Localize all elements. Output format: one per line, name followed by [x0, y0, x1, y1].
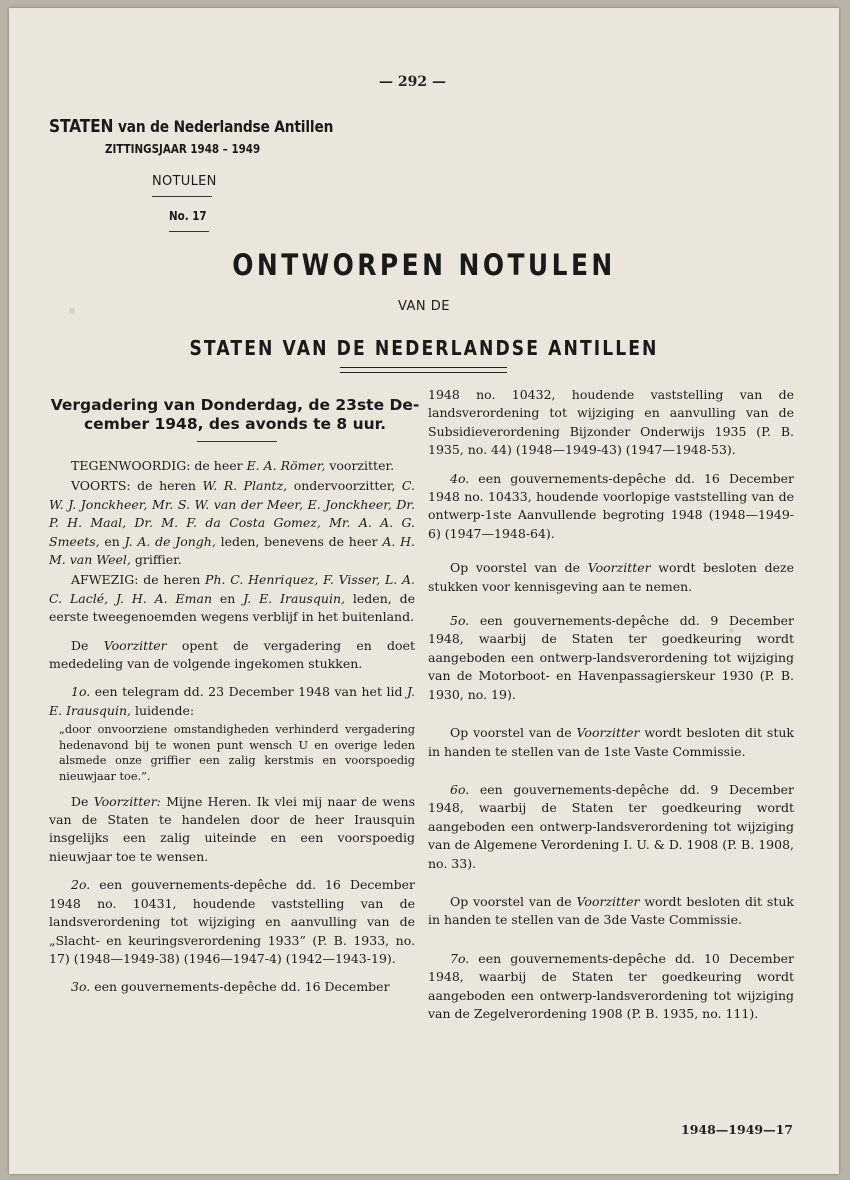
- masthead-van-de: van de: [113, 117, 174, 136]
- document-page: [9, 8, 839, 1174]
- document-subtitle: STATEN VAN DE NEDERLANDSE ANTILLEN: [189, 336, 659, 360]
- meeting-line-1: Vergadering van Donderdag, de 23ste De-: [50, 396, 420, 414]
- text: opent de vergadering en doet mededeling van de volgende ingekomen stukken.: [49, 637, 415, 672]
- item-number: 2o.: [71, 877, 91, 893]
- label-text: VOORTS: de heren: [71, 478, 203, 494]
- attendance-also: [49, 477, 415, 569]
- label-text: leden, de eerste tweegenoemden wegens verblijf in het buitenland.: [49, 590, 415, 625]
- session-year: ZITTINGSJAAR 1948 – 1949: [105, 142, 261, 156]
- item-number: 4o.: [450, 470, 470, 486]
- text: Op voorstel van de: [450, 893, 577, 909]
- right-column: [428, 386, 794, 1033]
- meeting-heading: [49, 396, 421, 434]
- item-number: 3o.: [71, 979, 91, 995]
- item-6: [428, 781, 794, 873]
- item-3-continued: [428, 386, 794, 460]
- text: Mijne Heren. Ik vlei mij naar de wens van de Staten te handelen door de heer Irausquin insgelijks een zalig uiteinde en een voorspoedig nieuwjaar toe te wensen.: [49, 793, 415, 864]
- item-4: [428, 470, 794, 544]
- document-title: ONTWORPEN NOTULEN: [232, 248, 616, 282]
- member-names: Ph. C. Henriquez, F. Visser, L. A. C. Laclé, J. H. A. Eman: [49, 572, 415, 606]
- label-text: voorzitter.: [325, 458, 395, 473]
- label-text: griffier.: [130, 552, 182, 568]
- item-number: 7o.: [450, 950, 470, 966]
- item-number: 5o.: [450, 613, 470, 629]
- chairman-ref: Voorzitter: [587, 560, 651, 576]
- masthead-antillen: Nederlandse Antillen: [173, 117, 334, 136]
- left-column: [49, 457, 415, 1007]
- double-rule: [340, 367, 507, 373]
- text: een gouvernements-depêche dd. 16 December 1948 no. 10431, houdende vaststelling van de landsverordening tot wijziging en aanvulling van de „Slacht- en keuringsverordening 1933” (P. B. 1933, no. 17) (1948—1949-38) (1946—1947-4) (1942—1943-19).: [49, 877, 415, 966]
- text: Op voorstel van de: [450, 560, 588, 576]
- member-names: J. E. Irausquin,: [243, 590, 346, 606]
- member-name: J. E. Irausquin,: [49, 684, 415, 718]
- text: een gouvernements-depêche dd. 9 December 1948, waarbij de Staten ter goedkeuring wordt aangeboden een ontwerp-landsverordening tot wijziging van de Algemene Verordening I. U. & D. 1908 (P. B. 1908, no. 33).: [428, 781, 794, 871]
- label-text: en: [212, 590, 244, 606]
- notulen-label: NOTULEN: [152, 174, 217, 189]
- label-text: TEGENWOORDIG: de heer: [71, 458, 247, 473]
- page-number: — 292 —: [379, 74, 446, 90]
- text: een telegram dd. 23 December 1948 van het lid: [90, 684, 407, 700]
- member-names: W. R. Plantz,: [202, 478, 288, 494]
- item-number: 6o.: [450, 781, 470, 797]
- divider: [197, 441, 277, 442]
- chairman-ref: Voorzitter: [576, 893, 640, 909]
- clerk-name: A. H. M. van Weel,: [49, 533, 415, 568]
- text: een gouvernements-depêche dd. 10 December 1948, waarbij de Staten ter goedkeuring wordt aangeboden een ontwerp-landsverordening tot wijziging van de Zegelverordening 1908 (P. B. 1935, no. 111).: [428, 950, 794, 1021]
- text: wordt besloten dit stuk in handen te stellen van de 3de Vaste Commissie.: [428, 893, 794, 928]
- chairman-ref: Voorzitter:: [93, 793, 161, 809]
- text: een gouvernements-depêche dd. 16 December: [90, 979, 390, 995]
- decision-2: [428, 724, 794, 761]
- masthead-title: [49, 116, 333, 137]
- label-text: en: [99, 533, 125, 549]
- title-van-de: VAN DE: [397, 299, 451, 314]
- issue-number: No. 17: [169, 209, 207, 223]
- masthead-staten: STATEN: [49, 116, 114, 137]
- text: Op voorstel van de: [450, 725, 577, 741]
- label-text: AFWEZIG: de heren: [71, 572, 206, 588]
- divider: [152, 196, 212, 197]
- chairman-speech: [49, 793, 415, 867]
- member-names: C. W. J. Jonckheer, Mr. S. W. van der Meer, E. Jonckheer, Dr. P. H. Maal, Dr. M. F. da Costa Gomez, Mr. A. A. G. Smeets,: [49, 478, 415, 549]
- member-names: J. A. de Jongh,: [124, 533, 216, 549]
- text: De: [71, 637, 104, 653]
- chairman-ref: Voorzitter: [576, 725, 640, 741]
- item-number: 1o.: [71, 684, 91, 700]
- item-1: [49, 683, 415, 720]
- opening-paragraph: [49, 637, 415, 674]
- text: 1948 no. 10432, houdende vaststelling van de landsverordening tot wijziging en aanvulling van de Subsidieverordening Bijzonder Onderwijs 1935 (P. B. 1935, no. 44) (1948—1949-43) (1947—1948-53).: [428, 387, 794, 458]
- divider: [169, 231, 209, 232]
- chairman-ref: Voorzitter: [103, 637, 167, 653]
- decision-3: [428, 893, 794, 930]
- label-text: ondervoorzitter,: [287, 478, 402, 494]
- text: luidende:: [130, 702, 195, 718]
- text: een gouvernements-depêche dd. 9 December 1948, waarbij de Staten ter goedkeuring wordt aangeboden een ontwerp-landsverordening tot wijziging van de Motorboot- en Havenpassagierskeur 1930 (P. B. 1930, no. 19).: [428, 613, 794, 702]
- item-5: [428, 612, 794, 704]
- attendance-absent: [49, 571, 415, 626]
- text: De: [71, 793, 94, 809]
- telegram-quote: „door onvoorziene omstandigheden verhinderd vergadering hedenavond bij te wonen punt wensch U en overige leden alsmede onze griffier een zalig kerstmis en voorspoedig nieuwjaar toe.”.: [59, 723, 415, 784]
- label-text: leden, benevens de heer: [215, 533, 383, 549]
- document-code: 1948—1949—17: [681, 1122, 793, 1137]
- text: wordt besloten deze stukken voor kennisgeving aan te nemen.: [428, 560, 794, 594]
- item-3-start: [49, 978, 415, 996]
- text: een gouvernements-depêche dd. 16 December 1948 no. 10433, houdende voorlopige vaststelling van de ontwerp-1ste Aanvullende begroting 1948 (1948—1949-6) (1947—1948-64).: [428, 470, 794, 541]
- meeting-line-2: cember 1948, des avonds te 8 uur.: [83, 415, 386, 433]
- text: wordt besloten dit stuk in handen te stellen van de 1ste Vaste Commissie.: [428, 725, 794, 759]
- chairman-name: E. A. Römer,: [246, 458, 326, 473]
- item-2: [49, 876, 415, 968]
- attendance-present: [49, 457, 415, 475]
- decision-1: [428, 559, 794, 596]
- item-7: [428, 950, 794, 1024]
